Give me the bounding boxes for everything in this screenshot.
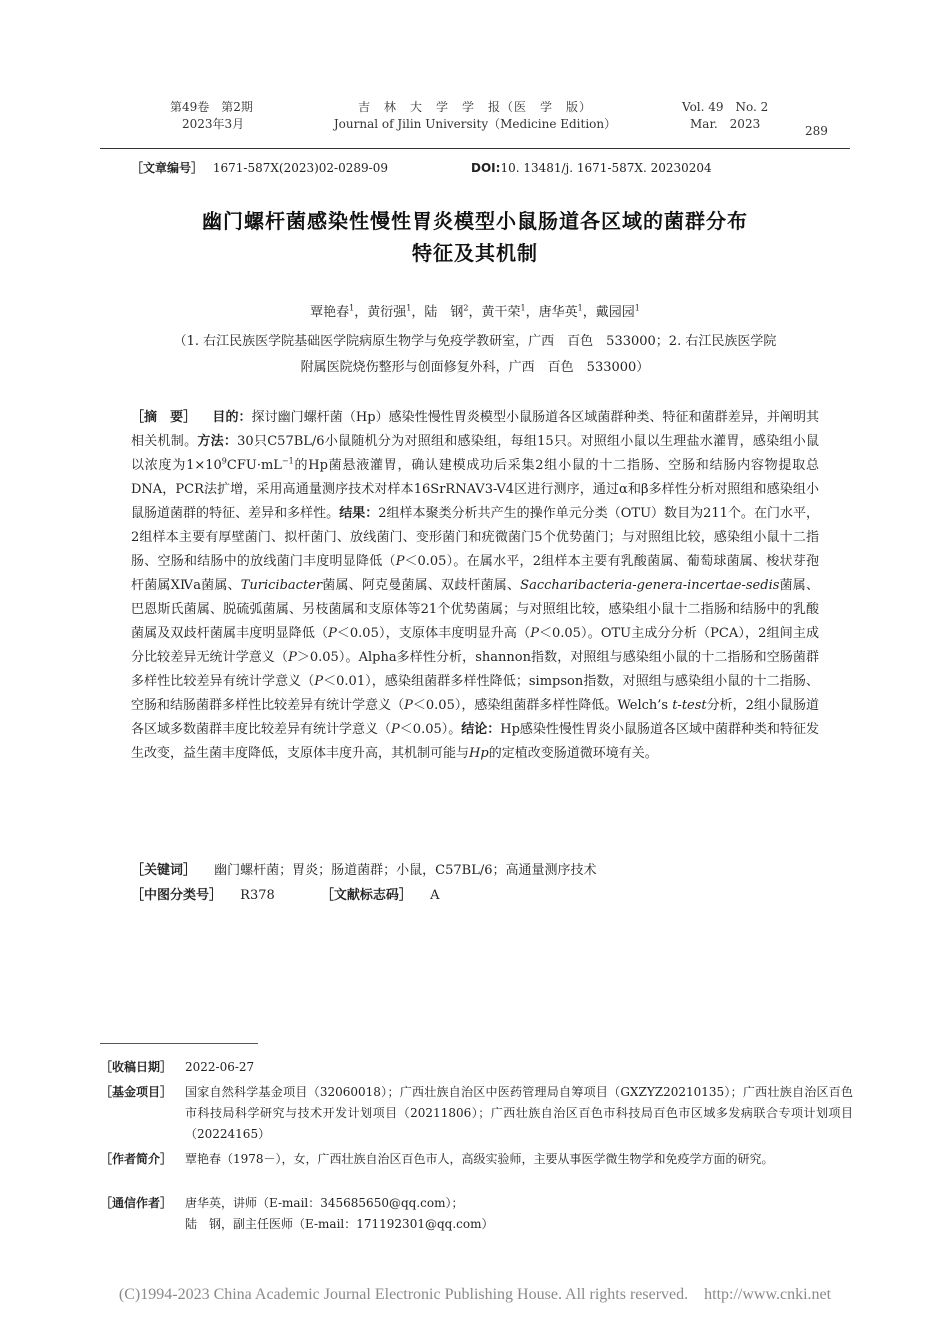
keywords-text: 幽门螺杆菌；胃炎；肠道菌群；小鼠，C57BL/6；高通量测序技术 [214, 863, 597, 878]
journal-title-en: Journal of Jilin University（Medicine Edition） [333, 117, 617, 131]
author-separator: ， [468, 305, 482, 320]
fund-text: 国家自然科学基金项目（32060018）；广西壮族自治区中医药管理局自筹项目（GXZYZ20210135）；广西壮族自治区百色市科技局科学研究与技术开发计划项目（20211806）；广西壮族自治区百色市科技局百色市区域多发病联合专项计划项目（20224165） [185, 1085, 853, 1141]
results-text: ＜0.05）。OTU主成分分析（PCA），2组间主成分比较差异无统计学意义（ [131, 626, 819, 665]
doc-code-label: ［文献标志码］ [320, 888, 412, 903]
methods-text: 的Hp菌悬液灌胃，确认建模成功后采集2组小鼠的十二指肠、空肠和结肠内容物提取总DNA，PCR法扩增，采用高通量测序技术对样本16SrRNAV3-V4区进行测序，通过α和β多样性分析对照组和感染组小鼠肠道菌群的特征、差异和多样性。 [131, 458, 819, 521]
author-name: 黄衍强 [367, 305, 407, 320]
page-title [100, 205, 850, 269]
author-separator: ， [525, 305, 539, 320]
title-line-2: 特征及其机制 [412, 241, 538, 265]
clc-value: R378 [240, 888, 275, 903]
results-text: ＞0.05）。Alpha多样性分析，shannon指数，对照组与感染组小鼠的十二指肠和空肠菌群多样性比较差异有统计学意义（ [131, 650, 819, 689]
header-date: 2023年3月 [182, 117, 245, 131]
affiliation-line-1: （1. 右江民族医学院基础医学院病原生物学与免疫学教研室，广西 百色 533000；2. 右江民族医学院 [173, 334, 777, 349]
author-affiliation-mark: 1 [634, 303, 640, 313]
header-volume [170, 99, 290, 133]
author-separator: ， [354, 305, 368, 320]
author-affiliation-mark: 1 [577, 303, 583, 313]
objective-label: 目的： [212, 410, 252, 425]
author-list [100, 303, 850, 323]
methods-label: 方法： [197, 434, 238, 449]
genus-name: Turicibacter [240, 578, 323, 593]
t-test: t-test [672, 698, 707, 713]
journal-title-cn: 吉 林 大 学 学 报（医 学 版） [357, 100, 592, 114]
p-value-symbol: P [404, 698, 413, 713]
header-volume-en [682, 99, 782, 133]
methods-unit: CFU·mL [226, 458, 282, 473]
p-value-symbol: P [395, 554, 405, 569]
received-date: 2022-06-27 [185, 1060, 255, 1074]
p-value-symbol: P [391, 722, 400, 737]
results-text: 2组样本聚类分析共产生的操作单元分类（OTU）数目为211个。在门水平，2组样本主要有厚壁菌门、拟杆菌门、放线菌门、变形菌门和疣微菌门5个优势菌门；与对照组比较，感染组小鼠十二指肠、空肠和结肠中的放线菌门丰度明显降低（ [131, 506, 819, 569]
author-separator: ， [582, 305, 596, 320]
copyright-footer: (C)1994-2023 China Academic Journal Electronic Publishing House. All rights reserved. http://www.cnki.net [118, 1286, 832, 1303]
p-value-symbol: P [530, 626, 539, 641]
author-name: 覃艳春 [310, 305, 350, 320]
abstract [131, 406, 819, 766]
article-number [131, 160, 388, 177]
doi-label: DOI: [471, 161, 501, 175]
fund-label: ［基金项目］ [100, 1085, 173, 1099]
affiliation [100, 329, 850, 381]
results-text: ＜0.05），支原体丰度明显升高（ [336, 626, 531, 641]
objective-text: 探讨幽门螺杆菌（Hp）感染性慢性胃炎模型小鼠肠道各区域菌群种类、特征和菌群差异，并阐明其相关机制。 [131, 410, 819, 449]
header-rule [100, 148, 850, 149]
results-text: ＜0.05）。 [399, 722, 462, 737]
author-name: 唐华英 [538, 305, 578, 320]
author-separator: ， [411, 305, 425, 320]
header-month-year: Mar. 2023 [690, 117, 761, 131]
hp-italic: Hp [469, 746, 489, 761]
author-affiliation-mark: 2 [463, 303, 469, 313]
conclusion-text: 的定植改变肠道微环境有关。 [488, 746, 658, 761]
header-volume-issue: 第49卷 第2期 [170, 100, 253, 114]
author-bio-label: ［作者简介］ [100, 1152, 173, 1166]
author-name: 陆 钢 [424, 305, 464, 320]
p-value-symbol: P [328, 626, 337, 641]
doc-code-value: A [430, 888, 440, 903]
p-value-symbol: P [314, 674, 324, 689]
methods-exponent: 9 [221, 456, 227, 466]
genus-name: Saccharibacteria-genera-incertae-sedis [520, 578, 780, 593]
doi [471, 160, 712, 177]
corresponding-author [185, 1193, 853, 1235]
page-number: 289 [805, 124, 828, 138]
corresponding-label: ［通信作者］ [100, 1196, 173, 1210]
keywords-label: ［关键词］ [131, 863, 197, 878]
clc-label: ［中图分类号］ [131, 888, 223, 903]
results-text: 分析，2组小鼠肠道各区域多数菌群丰度比较差异有统计学意义（ [131, 698, 819, 737]
results-text: ＜0.01），感染组菌群多样性降低；simpson指数，对照组与感染组小鼠的十二指肠、空肠和结肠菌群多样性比较差异有统计学意义（ [131, 674, 819, 713]
results-label: 结果： [339, 506, 379, 521]
methods-text: 30只C57BL/6小鼠随机分为对照组和感染组，每组15只。对照组小鼠以生理盐水灌胃，感染组小鼠以浓度为1×10 [131, 434, 819, 473]
header-vol-no: Vol. 49 No. 2 [682, 100, 769, 114]
conclusion-label: 结论： [461, 722, 501, 737]
corresponding-author-1: 唐华英，讲师（E-mail：345685650@qq.com）； [185, 1196, 464, 1210]
author-bio-text: 覃艳春（1978－），女，广西壮族自治区百色市人，高级实验师，主要从事医学微生物学和免疫学方面的研究。 [185, 1152, 774, 1166]
header-journal [310, 99, 640, 133]
author-affiliation-mark: 1 [349, 303, 355, 313]
title-line-1: 幽门螺杆菌感染性慢性胃炎模型小鼠肠道各区域的菌群分布 [202, 209, 748, 233]
results-text: 菌属、阿克曼菌属、双歧杆菌属、 [322, 578, 521, 593]
p-value-symbol: P [288, 650, 297, 665]
article-number-value: 1671-587X(2023)02-0289-09 [212, 161, 388, 175]
received-label: ［收稿日期］ [100, 1060, 173, 1074]
abstract-label: ［摘 要］ [131, 410, 197, 425]
author-affiliation-mark: 1 [520, 303, 526, 313]
author-affiliation-mark: 1 [406, 303, 412, 313]
keywords [131, 859, 819, 883]
author-name: 戴园园 [595, 305, 635, 320]
methods-exponent: −1 [281, 456, 294, 466]
results-text: ＜0.05），感染组菌群多样性降低。Welch’s [412, 698, 673, 713]
article-number-label: ［文章编号］ [131, 161, 204, 175]
conclusion-text: Hp感染性慢性胃炎小鼠肠道各区域中菌群种类和特征发生改变，益生菌丰度降低，支原体丰度升高，其机制可能与 [131, 722, 819, 761]
corresponding-author-2: 陆 钢，副主任医师（E-mail：171192301@qq.com） [185, 1217, 494, 1231]
footnote-rule [100, 1043, 258, 1044]
results-text: 菌属、巴恩斯氏菌属、脱硫弧菌属、另枝菌属和支原体等21个优势菌属；与对照组比较，感染组小鼠十二指肠和结肠中的乳酸菌属及双歧杆菌属丰度明显降低（ [131, 578, 819, 641]
results-text: ＜0.05）。在属水平，2组样本主要有乳酸菌属、葡萄球菌属、梭状芽孢杆菌属ⅩⅣa菌属、 [131, 554, 819, 593]
classification [131, 884, 819, 908]
doi-value: 10. 13481/j. 1671-587X. 20230204 [500, 161, 712, 175]
author-name: 黄干荣 [481, 305, 521, 320]
affiliation-line-2: 附属医院烧伤整形与创面修复外科，广西 百色 533000） [300, 360, 650, 375]
